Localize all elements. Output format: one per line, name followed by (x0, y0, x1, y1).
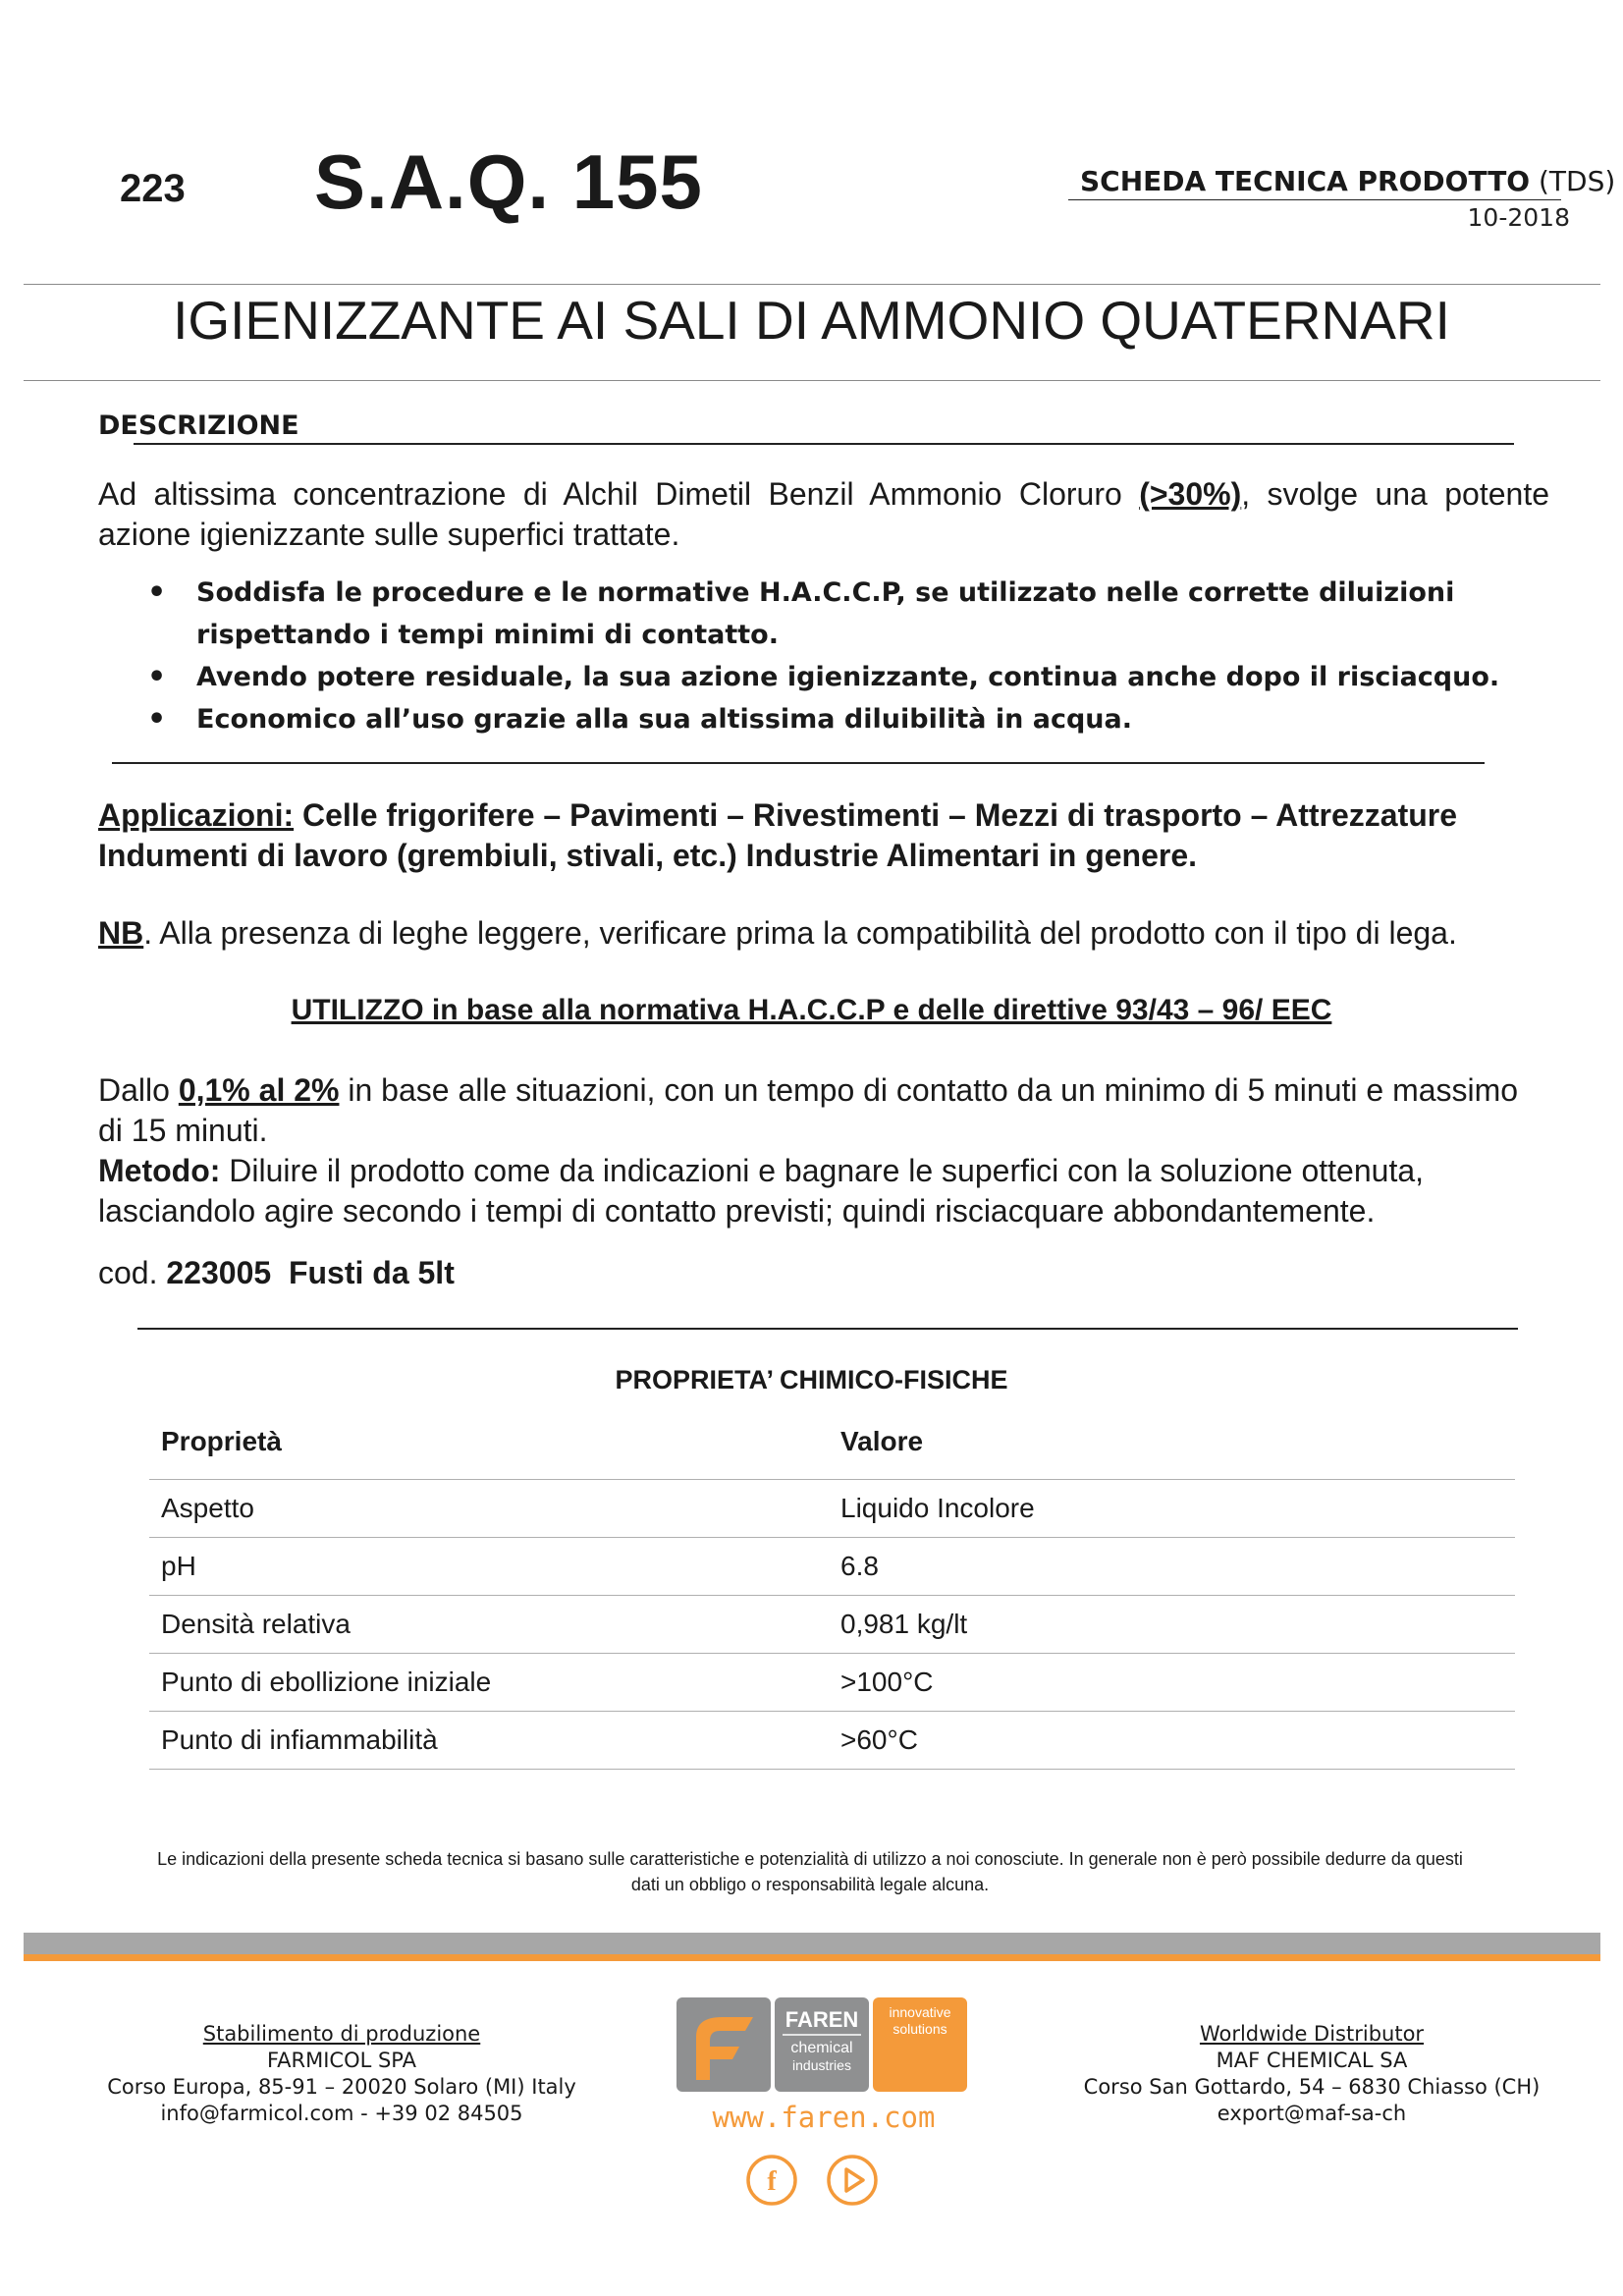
logo-line1: chemical (790, 2040, 853, 2056)
footer-band-gray (24, 1933, 1600, 1954)
production-site-block (86, 2021, 597, 2127)
logo-tag1: innovative (889, 2004, 951, 2020)
logo-url[interactable]: www.faren.com (712, 2101, 936, 2134)
feature-list (147, 572, 1551, 740)
play-icon[interactable] (825, 2153, 880, 2208)
distributor-contact: export@maf-sa-ch (1217, 2102, 1407, 2125)
value-cell: 0,981 kg/lt (829, 1596, 1515, 1654)
cod-prefix: cod. (98, 1255, 167, 1290)
logo-line2: industries (792, 2057, 851, 2073)
tds-label-bold: SCHEDA TECNICA PRODOTTO (1080, 165, 1531, 197)
description-text-start: Ad altissima concentrazione di Alchil Dimetil Benzil Ammonio Cloruro (98, 476, 1140, 512)
value-cell: 6.8 (829, 1538, 1515, 1596)
description-text-end: , svolge una potente azione igienizzante sulle superfici trattate. (98, 476, 1550, 552)
usage-text-start: Dallo (98, 1072, 179, 1108)
cod-pack: Fusti da 5lt (288, 1255, 455, 1290)
applications-text (98, 795, 1549, 876)
distributor-company: MAF CHEMICAL SA (1216, 2049, 1408, 2072)
properties-table (149, 1404, 1515, 1770)
description-heading: DESCRIZIONE (98, 410, 299, 441)
concentration-highlight: (>30%) (1139, 476, 1242, 512)
table-row (149, 1480, 1515, 1538)
method-body: Diluire il prodotto come da indicazioni e bagnare le superfici con la soluzione ottenuta, lasciandolo agire secondo i tempi di contatto previsti; quindi risciacquare abbondantemente. (98, 1153, 1425, 1229)
footer-band-orange (24, 1954, 1600, 1961)
column-header-property: Proprietà (149, 1404, 829, 1480)
property-cell: Aspetto (149, 1480, 829, 1538)
divider (24, 380, 1600, 381)
logo-brand: FAREN (784, 2007, 859, 2032)
property-cell: Punto di ebollizione iniziale (149, 1654, 829, 1712)
table-row (149, 1538, 1515, 1596)
method-label: Metodo: (98, 1153, 221, 1188)
logo-mark-tile (676, 1997, 771, 2092)
tds-underline (1068, 199, 1561, 200)
property-cell: Densità relativa (149, 1596, 829, 1654)
page-title: IGIENIZZANTE AI SALI DI AMMONIO QUATERNARI (173, 290, 1450, 351)
product-code-line (98, 1253, 1549, 1293)
production-contact: info@farmicol.com - +39 02 84505 (160, 2102, 523, 2125)
tds-date: 10-2018 (1467, 203, 1570, 232)
tds-label (1080, 165, 1615, 197)
cod-value: 223005 (166, 1255, 272, 1290)
table-header-row (149, 1404, 1515, 1480)
description-text (98, 474, 1549, 555)
distributor-heading: Worldwide Distributor (1199, 2022, 1425, 2046)
value-cell: >60°C (829, 1712, 1515, 1770)
usage-text-end: in base alle situazioni, con un tempo di contatto da un minimo di 5 minuti e massimo di 15 minuti. (98, 1072, 1519, 1148)
column-header-value: Valore (829, 1404, 1515, 1480)
production-address: Corso Europa, 85-91 – 20020 Solaro (MI) Italy (107, 2075, 576, 2099)
list-item: • Soddisfa le procedure e le normative H.A.C.C.P, se utilizzato nelle corrette diluizioni rispettando i tempi minimi di contatto. (147, 572, 1551, 656)
facebook-icon[interactable] (744, 2153, 799, 2208)
property-cell: pH (149, 1538, 829, 1596)
applications-label: Applicazioni: (98, 797, 295, 833)
list-item: • Economico all’uso grazie alla sua altissima diluibilità in acqua. (147, 698, 1551, 740)
production-company: FARMICOL SPA (266, 2049, 416, 2072)
divider (112, 762, 1485, 764)
product-name: S.A.Q. 155 (314, 138, 703, 225)
facebook-letter: f (767, 2166, 777, 2197)
value-cell: Liquido Incolore (829, 1480, 1515, 1538)
value-cell: >100°C (829, 1654, 1515, 1712)
description-rule (134, 443, 1514, 445)
nb-text: . Alla presenza di leghe leggere, verificare prima la compatibilità del prodotto con il tipo di lega. (143, 915, 1457, 951)
method-text (98, 1151, 1549, 1231)
usage-text (98, 1070, 1549, 1151)
applications-list: Celle frigorifere – Pavimenti – Rivestimenti – Mezzi di trasporto – Attrezzature Indumenti di lavoro (grembiuli, stivali, etc.) Industrie Alimentari in genere. (98, 797, 1458, 873)
list-item: • Avendo potere residuale, la sua azione igienizzante, continua anche dopo il risciacquo. (147, 656, 1551, 698)
nb-label: NB (98, 915, 144, 951)
table-row (149, 1596, 1515, 1654)
logo-tag2: solutions (893, 2021, 947, 2037)
divider (24, 284, 1600, 285)
table-row (149, 1712, 1515, 1770)
disclaimer: Le indicazioni della presente scheda tecnica si basano sulle caratteristiche e potenzialità di utilizzo a noi conosciute. In generale non è però possibile dedurre da questi dati un obbligo o responsabilità legale alcuna. (157, 1849, 1463, 1894)
nb-note (98, 913, 1549, 954)
usage-heading: UTILIZZO in base alla normativa H.A.C.C.P e delle direttive 93/43 – 96/ EEC (291, 994, 1332, 1026)
divider (137, 1328, 1518, 1330)
product-code-number: 223 (120, 167, 186, 210)
properties-heading: PROPRIETA’ CHIMICO-FISICHE (615, 1365, 1008, 1393)
property-cell: Punto di infiammabilità (149, 1712, 829, 1770)
distributor-block (1056, 2021, 1567, 2127)
dose-highlight: 0,1% al 2% (178, 1072, 340, 1108)
distributor-address: Corso San Gottardo, 54 – 6830 Chiasso (CH) (1083, 2075, 1541, 2099)
tds-label-suffix: (TDS) (1530, 165, 1616, 197)
table-row (149, 1654, 1515, 1712)
production-site-heading: Stabilimento di produzione (202, 2022, 481, 2046)
faren-logo[interactable] (676, 1997, 971, 2135)
